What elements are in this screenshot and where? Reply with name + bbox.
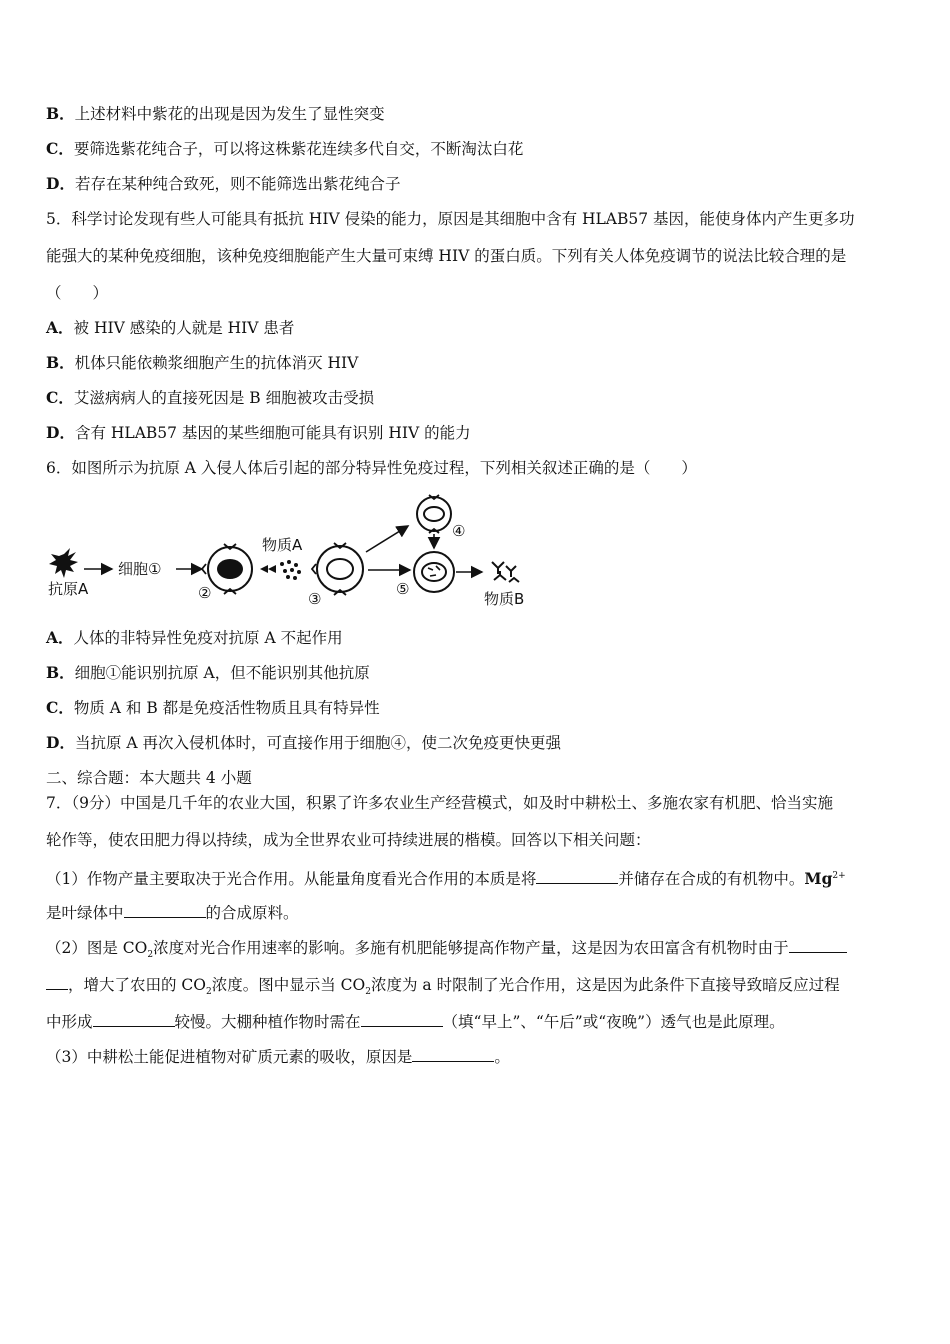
section-heading: 二、综合题：本大题共 4 小题: [46, 769, 252, 787]
option-letter: B．: [46, 353, 75, 372]
answer-blank-6[interactable]: [412, 1047, 494, 1062]
part-text: 图是 CO: [86, 939, 148, 957]
cell-5-number: ⑤: [396, 580, 410, 598]
mg-symbol: Mg: [804, 869, 833, 889]
option-letter: C．: [46, 388, 74, 407]
option-text: 物质 A 和 B 都是免疫活性物质且具有特异性: [73, 699, 380, 717]
antigen-a-icon: [49, 548, 78, 578]
q7-stem-line1: [46, 793, 833, 813]
part-text: 并储存在合成的有机物中。: [618, 870, 805, 889]
q7-part2-line2: [46, 975, 840, 1002]
question-stem: 中国是几千年的农业大国，积累了许多农业生产经营模式，如及时中耕松土、多施农家有机肥、恰当实施: [120, 794, 834, 812]
option-text: 上述材料中紫花的出现是因为发生了显性突变: [74, 105, 385, 123]
option-text: 机体只能依赖浆细胞产生的抗体消灭 HIV: [74, 354, 359, 372]
question-stem: 能强大的某种免疫细胞，该种免疫细胞能产生大量可束缚 HIV 的蛋白质。下列有关人体免疫调节的说法比较合理的是: [46, 247, 847, 265]
subscript: 2: [147, 950, 154, 961]
answer-blank-3a[interactable]: [789, 938, 847, 953]
option-text: 当抗原 A 再次入侵机体时，可直接作用于细胞④，使二次免疫更快更强: [74, 734, 562, 752]
part-label: （1）: [46, 870, 87, 889]
q5-option-a: [46, 318, 294, 338]
option-text: 人体的非特异性免疫对抗原 A 不起作用: [73, 629, 343, 647]
part-text: 浓度为 a 时限制了光合作用，这是因为此条件下直接导致暗反应过程: [370, 976, 840, 994]
subscript: 2: [206, 987, 212, 998]
cell-4-icon: [417, 495, 451, 533]
antigen-a-label: 抗原A: [48, 580, 89, 598]
option-letter: D．: [46, 733, 75, 752]
cell-3-number: ③: [308, 590, 322, 608]
q7-part2-line3: [46, 1012, 785, 1032]
part-label: （2）: [46, 939, 87, 957]
q7-part2-line1: [46, 938, 847, 965]
q7-part3: [46, 1047, 510, 1067]
option-letter: D．: [46, 423, 75, 442]
option-letter: A．: [46, 318, 74, 337]
cell-2-number: ②: [198, 584, 212, 602]
q5-stem-line2: [46, 246, 846, 266]
option-letter: D．: [46, 174, 75, 193]
part-text: 浓度。图中显示当 CO: [211, 976, 366, 994]
cell1-label: 细胞①: [118, 560, 162, 578]
part-text: 浓度对光合作用速率的影响。多施有机肥能够提高作物产量，这是因为农田富含有机物时由于: [153, 939, 789, 957]
part-text: 中耕松土能促进植物对矿质元素的吸收，原因是: [86, 1048, 413, 1066]
option-text: 含有 HLAB57 基因的某些细胞可能具有识别 HIV 的能力: [74, 424, 471, 442]
immune-process-figure: [46, 492, 546, 614]
immune-process-diagram: [46, 492, 546, 614]
part-text: （填“早上”、“午后”或“夜晚”）透气也是此原理。: [442, 1013, 785, 1031]
q5-stem-line3: [46, 283, 108, 303]
option-letter: C．: [46, 698, 74, 717]
option-text: 被 HIV 感染的人就是 HIV 患者: [73, 319, 295, 337]
part-text: 。: [494, 1048, 510, 1066]
option-text: 若存在某种纯合致死，则不能筛选出紫花纯合子: [74, 175, 401, 193]
question-score: （9分）: [71, 794, 120, 812]
question-number: 7．: [46, 794, 72, 812]
q6-option-b: [46, 663, 370, 683]
part-text: 作物产量主要取决于光合作用。从能量角度看光合作用的本质是将: [86, 870, 537, 889]
cell-5-icon: [414, 552, 454, 592]
q5-option-c: [46, 388, 374, 408]
answer-bracket: （ ）: [46, 284, 109, 302]
substance-a-label: 物质A: [262, 536, 303, 554]
q4-option-c: [46, 139, 523, 159]
option-letter: A．: [46, 628, 74, 647]
substance-a-icon: [280, 560, 301, 580]
q6-stem: [46, 458, 697, 478]
q7-part1-line1: [46, 866, 846, 889]
mg-charge: 2+: [832, 871, 846, 881]
arrow-cell3-to-cell4: [366, 526, 408, 552]
q4-option-d: [46, 174, 400, 194]
section-title: [46, 768, 252, 788]
option-letter: B．: [46, 104, 75, 123]
option-letter: C．: [46, 139, 74, 158]
q6-option-d: [46, 733, 561, 753]
cell-4-number: ④: [452, 522, 466, 540]
q6-option-c: [46, 698, 380, 718]
part-text: 是叶绿体中: [46, 904, 124, 922]
arrow-substance-a: [260, 565, 276, 573]
q7-stem-line2: [46, 830, 651, 850]
question-number: 5．: [46, 210, 72, 228]
question-number: 6．: [46, 459, 72, 477]
substance-b-icon: [492, 562, 519, 582]
q5-option-b: [46, 353, 358, 373]
question-stem: 如图所示为抗原 A 入侵人体后引起的部分特异性免疫过程，下列相关叙述正确的是（ ）: [71, 459, 697, 477]
part-text: 较慢。大棚种植作物时需在: [174, 1013, 361, 1031]
q4-option-b: [46, 104, 385, 124]
option-text: 要筛选紫花纯合子，可以将这株紫花连续多代自交，不断淘汰白花: [73, 140, 524, 158]
q5-option-d: [46, 423, 471, 443]
question-stem: 轮作等，使农田肥力得以持续，成为全世界农业可持续进展的楷模。回答以下相关问题：: [46, 831, 651, 849]
answer-blank-1[interactable]: [536, 869, 618, 884]
part-text: ，增大了农田的 CO: [68, 976, 206, 994]
option-text: 细胞①能识别抗原 A，但不能识别其他抗原: [74, 664, 370, 682]
cell-3-icon: [312, 543, 363, 595]
answer-blank-2[interactable]: [124, 903, 206, 918]
part-text: 的合成原料。: [205, 904, 299, 922]
question-stem: 科学讨论发现有些人可能具有抵抗 HIV 侵染的能力，原因是其细胞中含有 HLAB57 基因，能使身体内产生更多功: [71, 210, 855, 228]
option-letter: B．: [46, 663, 75, 682]
option-text: 艾滋病病人的直接死因是 B 细胞被攻击受损: [73, 389, 375, 407]
part-label: （3）: [46, 1048, 87, 1066]
answer-blank-3b[interactable]: [46, 975, 68, 990]
subscript: 2: [365, 987, 371, 998]
q6-option-a: [46, 628, 343, 648]
answer-blank-5[interactable]: [361, 1012, 443, 1027]
q7-part1-line2: [46, 903, 299, 923]
part-text: 中形成: [46, 1013, 93, 1031]
substance-b-label: 物质B: [484, 590, 525, 608]
q5-stem-line1: [46, 209, 855, 229]
answer-blank-4[interactable]: [93, 1012, 175, 1027]
